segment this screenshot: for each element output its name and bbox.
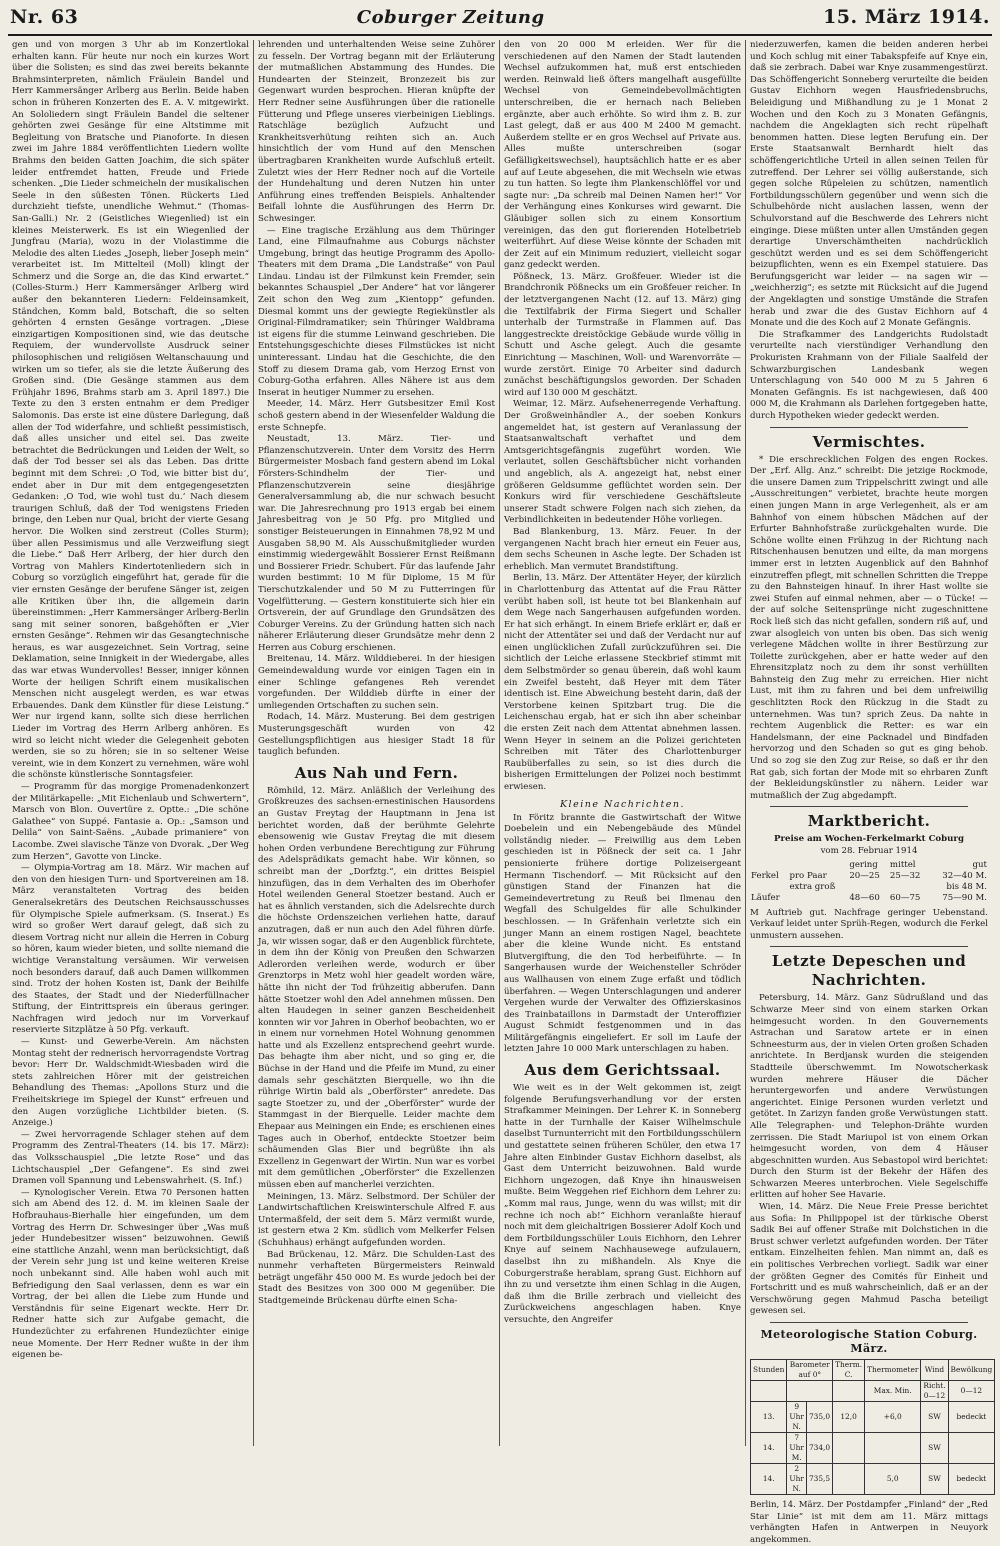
section-heading-meteorologische-station: Meteorologische Station Coburg. März. xyxy=(760,1328,978,1355)
table-cell xyxy=(848,882,889,893)
table-cell xyxy=(750,882,788,893)
table-cell: 5,0 xyxy=(865,1464,921,1495)
table-cell: 75—90 M. xyxy=(942,892,987,903)
divider xyxy=(770,806,968,807)
table-row xyxy=(751,1464,995,1495)
article-paragraph: — Eine tragische Erzählung aus dem Thüringer Land, eine Filmaufnahme aus Coburgs nächster Umgebung, bringt das heutige Programm des Apollo-Theaters mit dem Drama „Die Landstraße“ von Paul Lindau. Lindau ist der Filmkunst kein Fremder, sein bekanntes Schauspiel „Der Andere“ hat vor längerer Zeit schon den Weg zum „Kientopp“ gefunden. Diesmal kommt uns der gewiegte Regiekünstler als Original-Filmdramatiker; sein Thüringer Waldbrama ist eigens für die stumme Leinwand geschrieben. Die Entstehungsgeschichte dieses Filmstückes ist nicht uninteressant. Lindau hat die Geschichte, die den Stoff zu diesem Drama gab, vom Herzog Ernst von Coburg-Gotha erfahren. Alles Nähere ist aus dem Inserat in heutiger Nummer zu ersehen. xyxy=(258,225,495,398)
article-paragraph: — Programm für das morgige Promenadenkonzert der Militärkapelle: „Mit Eichenlaub und Schwertern“, Marsch von Blon. Ouvertüre z. Optte.: „Die schöne Galathee“ von Suppé. Fantasie a. Op.: „Samson und Delila“ von Saint-Saëns. „Aubade primaniere“ von Lacombe. Zwei slavische Tänze von Dvorak. „Der Weg zum Herzen“, Gavotte von Lincke. xyxy=(12,782,249,862)
table-header: Wind xyxy=(921,1360,948,1381)
article-paragraph: * Die erschrecklichen Folgen des engen Rockes. Der „Erf. Allg. Anz.“ schreibt: Die jetzige Rockmode, die unsere Damen zum Trippelschritt zwingt und alle „Ausschreitungen“ verbietet, brachte heute morgen einen jungen Mann in arge Verlegenheit, als er am Bahnhof von einem hübschen Mädchen auf der Erfurter Bahnhofstraße zurückgehalten wurde. Die Schöne wollte einen Frühzug in der Richtung nach Ritschenhausen benutzen und eilte, da man morgens immer erst in letzten Augenblick auf den Bahnhof einzutreffen pflegt, mit schnellen Schritten die Treppe zu den Bahnsteigen hinauf. In ihrer Hast wollte sie zwei Stufen auf einmal nehmen, aber — o Tücke! — der auf solche Seitensprünge nicht zugeschnittene Rock ließ sich das nicht gefallen, sondern riß auf, und zwar alsogleich von unten bis oben. Das sich wenig verlegene Mädchen wollte in ihrer Bestürzung zur Toilette zurückgehen, aber er hatte weder auf den Ehrensitzplatz noch zu dem ihr sonst verhüllten Bahnsteig den Zug mehr zu erreichen. Hier nicht Lust, mit ihm zu fahren und bei dem unfreiwillig geschlitzten Rock den Rückzug in die Stadt zu unternehmen. Was tun? sprich Zeus. Da nahte in rechtem Augenblick die Retter: es war ein Handelsmann, der eine Packnadel und Bindfaden hervorzog und den Schaden so gut es ging behob. Und so zog sie den Zug zur Reise, so daß er ihr den Rat gab, sich fortan der Mode mit so ehrbaren Zunft der Bekleidungskünstler zu nähern. Leider war mutmaßlich der Zug abgedampft. xyxy=(750,454,989,801)
table-cell: Ferkel xyxy=(751,870,779,881)
article-paragraph: lehrenden und unterhaltenden Weise seine Zuhörer zu fesseln. Der Vortrag begann mit der Erläuterung der mutmaßlichen Abstammung des Hundes. Die Hundearten der Steinzeit, Bronzezeit bis zur Gegenwart wurden besprochen. Hieran knüpfte der Herr Redner seine Ausführungen über die rationelle Fütterung und Pflege unseres vierbeinigen Lieblings. Ratschläge bezüglich Aufzucht und Krankheitsverhütung reihten sich an. Auch hinsichtlich der vom Hund auf den Menschen übertragbaren Krankheiten wurde Aufschluß erteilt. Zuletzt wies der Herr Redner noch auf die Vorteile der Hundehaltung und deren Nutzen hin unter Anführung eines treffenden Beispiels. Anhaltender Beifall lohnte die Ausführungen des Herrn Dr. Schwesinger. xyxy=(258,40,495,224)
newspaper-title: Coburger Zeitung xyxy=(356,7,545,28)
column-4 xyxy=(746,40,993,1545)
table-cell xyxy=(751,1381,787,1402)
article-paragraph: Berlin, 13. März. Der Attentäter Heyer, der kürzlich in Charlottenburg das Attentat auf die Frau Rätter verübt haben soll, ist heute tot bei Blankenhain auf dem Wege nach Sangerhausen aufgefunden worden. Er hat sich erhängt. In einem Briefe erklärt er, daß er nicht der Attentäter sei und daß der Verdacht nur auf einen unglücklichen Zufall zurückzuführen sei. Die sichtlich der Leiche erlassene Steckbrief stimmt mit dem Selbstmörder so genau überein, daß wohl kaum ein Zweifel besteht, daß Heyer mit dem Täter identisch ist. Eine Abweichung besteht darin, daß der Verstorbene keinen Spitzbart trug. Die die Leichenschau ergab, hat er sich ihn aber scheinbar die ersten Zeit nach dem Attentat abnehmen lassen. Wenn Heyer in seinem an die Polizei gerichteten Schreiben mit Täter des Charlottenburger Raubüberfalles zu sein, so ist dies durch die bisherigen Ermittelungen der Polizei noch bestimmt erwiesen. xyxy=(504,573,741,792)
article-paragraph: niederzuwerfen, kamen die beiden anderen herbei und Koch schlug mit einer Tabakspfeife auf Knye ein, daß sie zerbrach. Dabei war Knye zusammengestürzt. Das Schöffengericht Sonneberg verurteilte die beiden Gustav Eichhorn wegen Hausfriedensbruchs, Beleidigung und Mißhandlung zu je 1 Monat 2 Wochen und den Koch zu 3 Monaten Gefängnis, nachdem die Angeklagten sich recht rüpelhaft benommen hatten. Diese legten Berufung ein. Der Erste Staatsanwalt Bernhardt hielt das schöffengerichtliche Urteil in allen seinen Teilen für zutreffend. Der Lehrer sei völlig außerstande, sich gegen solche Rüpeleien zu schützen, namentlich Fortbildungsschülern gegenüber und wenn sich die Schulbehörde nicht auslachen lassen, wenn der Schulvorstand auf die Beschwerde des Lehrers nicht einginge. Diese müßten unter allen Umständen gegen derartige Unverschämtheiten nachdrücklich geschützt werden und es sei dem Schöffengericht beizupflichten, wenn es ein Exempel statuiere. Das Berufungsgericht war leider — na sagen wir — „weichherzig“; es setzte mit Rücksicht auf die Jugend der Angeklagten und sonstige Umstände die Strafen herab und zwar die des Gustav Eichhorn auf 4 Monate und die des Koch auf 2 Monate Gefängnis. xyxy=(750,40,988,329)
table-cell: 2 Uhr N. xyxy=(787,1464,807,1495)
table-cell xyxy=(788,893,848,904)
table-cell: SW xyxy=(921,1464,948,1495)
section-heading-gerichtssaal: Aus dem Gerichtssaal. xyxy=(524,1061,721,1080)
article-paragraph: den von 20 000 M erleiden. Wer für die verschiedenen auf den Namen der Stadt lautenden Wechsel aufzukommen hat, muß erst entschieden werden. Reinwald ließ öfters mangelhaft ausgefüllte Wechsel von Gemeindebevollmächtigten unterschreiben, die er hernach nach Belieben ergänzte, aber auch erhöhte. So wird ihm z. B. zur Last gelegt, daß er aus 400 M 2400 M gemacht. Außerdem stellte er en gros Wechsel auf Private aus. Alles mußte unterschreiben (sogar Gefälligkeitswechsel), hauptsächlich hatte er es aber auf auf Leute abgesehen, die mit Wechseln wie etwas zu tun hatten. So legte ihm Plankenschlöffel vor und sagte nur: „Da schreib mal Deinen Namen her!“ Vor der Verhängung eines Konkurses wird gewarnt. Die Gläubiger sollen sich zu einem Konsortium vereinigen, das den gut florierenden Hotelbetrieb weiterführt. Auf diese Weise könnte der Schaden mit der Zeit auf ein Minimum reduziert, vielleicht sogar ganz gedeckt werden. xyxy=(504,40,741,271)
article-paragraph: Breitenau, 14. März. Wilddieberei. In der hiesigen Gemeindewaldung wurde vor einigen Tagen ein in einer Schlinge gefangenes Reh verendet vorgefunden. Der Wilddieb dürfte in einer der umliegenden Ortschaften zu suchen sein. xyxy=(258,654,495,711)
table-cell: SW xyxy=(921,1402,948,1433)
section-heading-marktbericht: Marktbericht. xyxy=(807,812,931,831)
table-header: Stunden xyxy=(751,1360,787,1381)
article-paragraph: Petersburg, 14. März. Ganz Südrußland und das Schwarze Meer sind von einem starken Orkan heimgesucht worden. In den Gouvernements Astrachan und Saratow artete er in einen Schneesturm aus, der in vielen Orten großen Schaden anrichtete. In Berdjansk wurden die steigenden Stadtteile überschwemmt. Im Nowotscherkask wurden mehrere Häuser die Dächer heruntergeworfen und andere Verwüstungen angerichtet. Einige Personen wurden verletzt und getötet. In Zarizyn fanden große Verwüstungen statt. Alle Telegraphen- und Telephon-Drähte wurden zerrissen. Die Stadt Mariupol ist von einem Orkan heimgesucht worden, von dem 4 Häuser abgeschnitten wurden. Aus Sebastopol wird berichtet: Durch den Sturm ist der Bekehr der Häfen des Schwarzen Meeres unterbrochen. Viele Segelschiffe erlitten auf hoher See Havarie. xyxy=(750,993,988,1201)
table-cell xyxy=(833,1433,865,1464)
table-cell: bis 48 M. xyxy=(946,881,987,892)
section-heading-vermischtes: Vermischtes. xyxy=(812,432,926,451)
columns xyxy=(8,40,993,1545)
table-header: mittel xyxy=(889,859,916,870)
article-paragraph: Rodach, 14. März. Musterung. Bei dem gestrigen Musterungsgeschäft wurden von 42 Gestellungspflichtigen aus hiesiger Stadt 18 für tauglich befunden. xyxy=(258,712,495,758)
table-cell: Läufer xyxy=(751,892,780,903)
weather-table xyxy=(750,1359,995,1495)
article-paragraph: — Olympia-Vortrag am 18. März. Wir machen auf den von den hiesigen Turn- und Sportvereinen am 18. März veranstalteten Vortrag des beiden Generalsekretärs des Deutschen Reichsausschusses für Olympische Spiele aufmerksam. (S. Inserat.) Es wird so großer Wert darauf gelegt, daß sich zu diesem Vortrag nicht nur allein die Herren in Coburg so hören, kaum wieder bieten, und sollte niemand die wichtige Veranstaltung versäumen. Wir verweisen noch besonders darauf, daß auch Damen willkommen sind. Trotz der hohen Kosten ist, Dank der Beihilfe des Staates, der Stadt und der Niederfüllnacher Stiftung, der Eintrittspreis ein überaus geringer. Nachfragen wird jedoch nur im Vorverkauf reservierte Sitzplätze à 50 Pfg. verkauft. xyxy=(12,863,249,1036)
article-paragraph: — Kynologischer Verein. Etwa 70 Personen hatten sich am Abend des 12. d. M. im kleinen Saale der Hofbrauhaus-Bierhalle hier eingefunden, um dem Vortrag des Herrn Dr. Schwesinger über „Was muß jeder Hundebesitzer wissen“ beizuwohnen. Gewiß eine stattliche Anzahl, wenn man berücksichtigt, daß der Verein sehr jung ist und keine weiteren Kreise noch unbekannt sind. Alle haben wohl auch mit Befriedigung den Saal verlassen, denn es war ein Vortrag, der bei allen die Liebe zum Hunde und Verständnis für seine Eigenart weckte. Herr Dr. Redner hatte sich zur Aufgabe gemacht, die Hundezüchter zu erfahrenen Hundezüchter einige neue Momente. Der Herr Redner wußte in der ihm eigenen be- xyxy=(12,1187,249,1361)
table-header: gut xyxy=(972,859,987,870)
table-cell: 20—25 xyxy=(849,870,880,881)
article-paragraph: — Kunst- und Gewerbe-Verein. Am nächsten Montag steht der rednerisch hervorragendste Vortrag bevor: Herr Dr. Waldschmidt-Wiesbaden wird die stets zahlreichen Hörer mit der geistreichen Behandlung des Themas: „Apollons Sturz und die Freiheitskriege im Spiegel der Kunst“ erfreuen und den Augen vorzügliche Lichtbilder bieten. (S. Anzeige.) xyxy=(12,1037,249,1129)
table-header: gering xyxy=(849,859,878,870)
table-cell: extra groß xyxy=(789,881,836,892)
table-cell: pro Paar xyxy=(789,870,827,881)
table-cell: 60—75 xyxy=(889,892,921,903)
table-cell: SW xyxy=(921,1433,948,1464)
table-cell: 14. xyxy=(751,1464,787,1495)
column-3 xyxy=(500,40,746,1446)
table-header: Barometer auf 0° xyxy=(787,1360,833,1381)
table-cell: bedeckt xyxy=(948,1464,995,1495)
table-header: Thermometer xyxy=(865,1360,921,1381)
table-cell: 25—32 xyxy=(889,870,921,881)
table-cell: bedeckt xyxy=(948,1402,995,1433)
article-paragraph: Berlin, 14. März. Der Postdampfer „Finland“ der „Red Star Linie“ ist mit dem am 11. März mittags verhängten Hafen in Antwerpen in Neuyork angekommen. xyxy=(750,1500,988,1545)
article-paragraph: Bad Brückenau, 12. März. Die Schulden-Last des nunmehr verhafteten Bürgermeisters Reinwald beträgt ungefähr 450 000 M. Es wurde jedoch bei der Stadt des Besitzes von 300 000 M gegenüber. Die Stadtgemeinde Brückenau dürfte einen Scha- xyxy=(258,1249,495,1306)
table-row xyxy=(750,860,988,871)
table-cell xyxy=(889,882,930,893)
table-cell xyxy=(865,1433,921,1464)
masthead xyxy=(8,6,992,36)
article-paragraph: gen und von morgen 3 Uhr ab im Konzertlokal erhalten kann. Für heute nur noch ein kurzes Wort über die Solisten; es sind das zwei bereits bekannte Brahmsinterpreten, nämlich Fräulein Bandel und Herr Kammersänger Arlberg aus Berlin. Beide haben schon in früheren Konzerten des E. A. V. mitgewirkt. An Sololiedern singt Fräulein Bandel die seltener gehörten zwei Gesänge für eine Altstimme mit Begleitung von Bratsche und Pianoforte. In diesen zwei im Jahre 1884 veröffentlichten Liedern wollte Brahms den beiden Gatten Joachim, die sich später leider entfremdet hatten, Freude und Friede schenken. „Die Lieder schmeicheln der musikalischen Seele in den süßesten Tönen. Rückerts Lied durchzieht tiefste, unendliche Wehmut.“ (Thomas-San-Galli.) Nr. 2 (Geistliches Wiegenlied) ist ein kleines Meisterwerk. Es ist ein Wiegenlied der Jungfrau (Maria), wozu in der Violastimme die Melodie des alten Liedes „Joseph, lieber Joseph mein“ verarbeitet ist. Im Mittelteil (Moll) klingt der Schmerz und die Sorge an, die das Kind erwartet.“ (Colles-Sturm.) Herr Kammersänger Arlberg wird außer den bekannteren Liedern: Feldeinsamkeit, Ständchen, Komm bald, Botschaft, die so selten gehörten 4 ernsten Gesänge vortragen. „Diese einzigartigen Kompositionen sind, wie das deutsche Requiem, der wundervollste Ausdruck seiner philosophischen und religiösen Weltanschauung und wirken um so tiefer, als sie die letzte Äußerung des Großen sind. (Die Gesänge stammen aus dem Frühjahr 1896, Brahms starb am 3. April 1897.) Die Texte zu den 3 ersten entnahm er dem Prediger Salomonis. Das erste ist eine düstere Darlegung, daß allen der Tod widerfahre, und schließt pessimistisch, daß alles unsicher und eitel sei. Das zweite betrachtet die Bedrückungen und Leiden der Welt, so daß der Tod besser sei als das Leben. Das dritte beginnt mit dem Schrei: ‚O Tod, wie bitter bist du‘, endet aber in Dur mit dem entgegengesetzten Gedanken: ‚O Tod, wie wohl tust du.‘ Nach diesem traurigen Schluß, daß der Tod wenigstens Frieden bringe, den Leben nur Qual, bricht der vierte Gesang hervor. Die Wolken sind zerstreut (Colles Sturm); über allen Pessimismus und alle Verzweiflung siegt die Liebe.“ Daß Herr Arlberg, der hier durch den Vortrag von Mahlers Kindertotenliedern sich in Coburg so vorzüglich eingeführt hat, gerade für die vier ernsten Gesänge der berufene Sänger ist, zeigen alle Kritiken über ihn, die allgemein darin übereinstimmen: „Herr Kammersänger Arlberg-Berlin sang mit seiner sonoren, baßgehöften er „Vier ernsten Gesänge“. Rehmen wir das Gesangtechnische heraus, es war ausgezeichnet. Sein Vortrag, seine Deklamation, seine Innigkeit in der Wiedergabe, alles das war etwas Wundervolles! Besser, inniger können Worte der heiligen Schrift einem musikalischen Menschen nicht ausgelegt werden, es war etwas Erbauendes. Dank dem Künstler für diese Leistung.“ Wer nur irgend kann, sollte sich diese herrlichen Lieder im Vortrag des Herrn Arlberg anhören. Es wird so leicht nicht wieder die Gelegenheit geboten werden, sie so zu hören; sie in so seltener Weise vereint, wie in dem Konzert zu vernehmen, wäre wohl die schönste künstlerische Sonntagsfeier. xyxy=(12,40,249,781)
table-row xyxy=(751,1381,995,1402)
table-cell: 735,5 xyxy=(806,1464,832,1495)
table-row xyxy=(750,893,988,904)
table-cell xyxy=(948,1433,995,1464)
table-row xyxy=(750,882,988,893)
article-paragraph: Neustadt, 13. März. Tier- und Pflanzenschutzverein. Unter dem Vorsitz des Herrn Bürgermeister Mosbach fand gestern abend im Lokal Försters-Schindhelm der Tier- und Pflanzenschutzverein seine diesjährige Generalversammlung ab, die nur schwach besucht war. Die Jahresrechnung pro 1913 ergab bei einem Jahresbeitrag von je 50 Pfg. pro Mitglied und sonstiger Beisteuerungen in Einnahmen 78,92 M und Ausgaben 58,90 M. Als Ausschußmitglieder wurden einstimmig wiedergewählt Bossierer Ernst Reißmann und Bossierer Friedr. Schubert. Für das laufende Jahr wurden bestimmt: 10 M für Diplome, 15 M für Tierschutzkalender und 50 M zu Futterringen für Vogelfütterung. — Gestern konstituierte sich hier ein Ortsverein, der auf Grundlage den Grundsätzen des Coburger Vereins. Zu der Gründung hatten sich nach näherer Erläuterung dieser Grundsätze mehr denn 2 Herren aus Coburg erschienen. xyxy=(258,434,495,653)
article-paragraph: Wie weit es in der Welt gekommen ist, zeigt folgende Berufungsverhandlung vor der ersten Strafkammer Meiningen. Der Lehrer K. in Sonneberg hatte in der Turnhalle der Kaiser Wilhelmschule daselbst Turnunterricht mit den Fortbildungsschülern und gestattete seinen früheren Schüler, den etwa 17 Jahre alten Einbinder Gustav Eichhorn daselbst, als Gast dem Unterricht beizuwohnen. Bald wurde Eichhorn ungezogen, daß Knye ihn hinausweisen mußte. Beim Weggehen rief Eichhorn dem Lehrer zu: „Komm mal raus, Junge, wenn du was willst; mit dir rechne ich noch ab!“ Eichhorn veranlaßte hierauf noch mit dem gleichaltrigen Bossierer Adolf Koch und dem Fortbildungsschüler Louis Eichhorn, den Lehrer Knye auf seinem Nachhausewege aufzulauern, daselbst ihn zu mißhandeln. Als Knye die Coburgerstraße herablam, sprang Gust. Eichhorn auf ihn zu und versetzte ihm einen Schlag in die Augen, daß ihm die Brille zerbrach und vielleicht des Zurückweichens angeschlagen haben. Knye versuchte, den Angreifer xyxy=(504,1083,741,1325)
subheading-kleine-nachrichten: Kleine Nachrichten. xyxy=(559,798,686,810)
table-cell: 9 Uhr N. xyxy=(787,1402,807,1433)
table-header: Bewölkung xyxy=(948,1360,995,1381)
article-paragraph: — Zwei hervorragende Schlager stehen auf dem Programm des Zentral-Theaters (14. bis 17. März): das Volksschauspiel „Die letzte Rose“ und das Lichtschauspiel „Der Gefangene“. Es sind zwei Dramen voll Spannung und Lebenswahrheit. (S. Inf.) xyxy=(12,1129,249,1187)
table-row xyxy=(750,871,988,882)
table-cell: +6,0 xyxy=(865,1402,921,1433)
table-header: Therm. C. xyxy=(833,1360,865,1381)
table-cell: Richt. 0—12 xyxy=(921,1381,948,1402)
market-date: vom 28. Februar 1914 xyxy=(820,846,918,856)
table-row xyxy=(751,1402,995,1433)
divider xyxy=(770,1322,968,1323)
article-paragraph: Meiningen, 13. März. Selbstmord. Der Schüler der Landwirtschaftlichen Kreiswinterschule Alfred F. aus Untermaßfeld, der seit dem 5. März vermißt wurde, ist gestern etwa 2 Km. südlich vom Melkerfer Felsen (Schuhhaus) erhängt aufgefunden worden. xyxy=(258,1191,495,1248)
article-paragraph: Die Strafkammer des Landgerichts Rudolstadt verurteilte nach vierstündiger Verhandlung den Prokuristen Krahmann von der Filiale Saalfeld der Schwarzburgischen Landesbank wegen Unterschlagung von 540 000 M zu 5 Jahren 6 Monaten Gefängnis. Es ist nachgewiesen, daß 400 000 M, die Krahmann als Darlehen fortgegeben hatte, durch Hypotheken wieder gedeckt werden. xyxy=(750,329,988,421)
table-row xyxy=(751,1360,995,1381)
article-paragraph: Römhild, 12. März. Anläßlich der Verleihung des Großkreuzes des sachsen-ernestinischen Hausordens an Gustav Freytag der Hauptmann in Jena ist berichtet worden, daß der berühmte Gelehrte ebensowenig wie Gustav Freytag die mit diesem hohen Orden verbundene Berechtigung zur Führung des Adelsprädikats gemacht habe. Wir können, so schreibt man der „Dorfztg.“, ein drittes Beispiel hinzufügen, das in dem Verhalten des im Oberhofer Hotel weilenden General Stoetzer bestand. Auch er hat es ähnlich verstanden, sich die Adelsrechte durch die höchste Ordenszeichen verliehen hatte, darauf anzutragen, daß er nun auch den Adel führen dürfe. Ja, wir wissen sogar, daß er den Augenblick fürchtete, in dem ihn der König von Preußen den Schwarzen Adlerorden verleihen werde, wodurch er über Grenztorps in Metz wohl hier geadelt worden wäre, hätte ihn nicht der Tod frühzeitig abberufen. Dann hätte Stoetzer wohl den Adel annehmen müssen. Den alten Haudegen in seiner ganzen Bescheidenheit konnten wir vor Jahren in Oberhof beobachten, wo er in einem nur vornehmen Hotel Wohnung genommen hatte und als Exzellenz entsprechend geehrt wurde. Das behagte ihm aber nicht, und so ging er, die Büchse in der Hand und die Pfeife im Mund, zu einer damals sehr geschätzten Bierquelle, wo ihn die rührige Wirtin bald als „Oberförster“ anredete. Das sagte Stoetzer zu, und der „Oberförster“ wurde der Stammgast in der Bierquelle. Leider machte dem Ehepaar aus Meiningen ein Ende; es erschienen eines Tages auch in Oberhof, entdeckte Stoetzer beim schäumenden Glas Bier und begrüßte ihn als Exzellenz in Gegenwart der Wirtin. Nun war es vorbei mit dem gemütlichen „Oberförster“ die Exzellenzen müssen eben auf mancherlei verzichten. xyxy=(258,785,495,1190)
article-paragraph: Pößneck, 13. März. Großfeuer. Wieder ist die Brandchronik Pößnecks um ein Großfeuer reicher. In der letztvergangenen Nacht (12. auf 13. März) ging die Textilfabrik der Firma Siegert und Schaller unterhalb der Turmstraße in Flammen auf. Das langgestreckte dreistöckige Gebäude wurde völlig in Schutt und Asche gelegt. Auch die gesamte Einrichtung — Maschinen, Woll- und Warenvorräte — wurde zerstört. Einige 70 Arbeiter sind dadurch zunächst beschäftigungslos geworden. Der Schaden wird auf 130 000 M geschätzt. xyxy=(504,271,741,398)
column-1 xyxy=(8,40,254,1446)
market-notes: M Auftrieb gut. Nachfrage geringer Uebenstand. Verkauf leidet unter Sprüh-Regen, wodurch die Ferkel unmustern aussehen. xyxy=(750,907,988,941)
column-2 xyxy=(254,40,500,1446)
issue-date: 15. März 1914. xyxy=(823,6,990,28)
market-price-table xyxy=(750,860,988,904)
issue-number: Nr. 63 xyxy=(10,6,79,28)
article-paragraph: Bad Blankenburg, 13. März. Feuer. In der vergangenen Nacht brach hier erneut ein Feuer aus, dem sechs Scheunen in Asche legte. Der Schaden ist erheblich. Man vermutet Brandstiftung. xyxy=(504,526,741,572)
table-cell xyxy=(833,1381,865,1402)
table-cell: Max. Min. xyxy=(865,1381,921,1402)
divider xyxy=(770,427,968,428)
table-cell: 735,0 xyxy=(806,1402,832,1433)
article-paragraph: Meeder, 14. März. Herr Gutsbesitzer Emil Kost schoß gestern abend in der Wiesenfelder Waldung die erste Schnepfe. xyxy=(258,399,495,433)
table-cell: 7 Uhr M. xyxy=(787,1433,807,1464)
table-cell: 14. xyxy=(751,1433,787,1464)
table-cell: 32—40 M. xyxy=(942,870,987,881)
table-cell: 12,0 xyxy=(833,1402,865,1433)
table-cell: 48—60 xyxy=(849,892,880,903)
table-cell: 13. xyxy=(751,1402,787,1433)
table-cell: 0—12 xyxy=(948,1381,995,1402)
section-heading-letzte-depeschen: Letzte Depeschen und Nachrichten. xyxy=(771,952,967,990)
divider xyxy=(770,946,968,947)
table-row xyxy=(751,1433,995,1464)
table-cell xyxy=(787,1381,833,1402)
article-paragraph: In Föritz brannte die Gastwirtschaft der Witwe Doebelein und ein Nebengebäude des Mündel vollständig nieder. — Freiwillig aus dem Leben geschieden ist in Pößneck der seit ca. 1 Jahr pensionierte frühere dortige Polizeisergeant Hermann Tischendorf. — Mit Rücksicht auf den günstigen Stand der Finanzen hat die Gemeindevertretung zu Reuß bei Ilmenau den Wegfall des Schulgeldes für alle Schulkinder beschlossen. — In Gräfenhain verletzte sich ein junger Mann an einem rostigen Nagel, beachtete aber die kleine Wunde nicht. Es entstand Blutvergiftung, die den Tod herbeiführte. — In Sangerhausen wurde der Weichensteller Schröder aus Wallhausen von einem Zuge erfaßt und tödlich überfahren. — Wegen Unterschlagungen und anderer Vergehen wurde der Verwalter des Offizierskasinos des Trainbataillons in Darmstadt der Unteroffizier August Schmidt festgenommen und in das Militärgefängnis eingeliefert. Er soll im Laufe der letzten Jahre 10 000 Mark unterschlagen zu haben. xyxy=(504,812,741,1055)
article-paragraph: Weimar, 12. März. Aufsehenerregende Verhaftung. Der Großweinhändler A., der soeben Konkurs angemeldet hat, ist gestern auf Veranlassung der Staatsanwaltschaft verhaftet und dem Amtsgerichtsgefängnis zugeführt worden. Wie verlautet, sollen Geschäftsbücher nicht vorhanden und angeblich, als A. angezeigt hat, nebst einer größeren Geldsumme geflüchtet worden sein. Der Konkurs wird für verschiedene Geschäftsleute unserer Stadt schwere Folgen nach sich ziehen, da Verbindlichkeiten in bedeutender Höhe vorliegen. xyxy=(504,399,741,526)
article-paragraph: Wien, 14. März. Die Neue Freie Presse berichtet aus Sofia: In Philippopel ist der türkische Oberst Sadik Bei auf offener Straße mit Dolchstichen in die Brust schwer verletzt aufgefunden worden. Der Täter entkam. Einzelheiten fehlen. Man nimmt an, daß es ein politisches Verbrechen vorliegt. Sadik war einer der größten Gegner des Comités für Einheit und Fortschritt und es muß wahrscheinlich, daß er an der Verschwörung gegen Mahmud Pascha beteiligt gewesen sei. xyxy=(750,1202,988,1317)
section-heading-aus-nah-und-fern: Aus Nah und Fern. xyxy=(294,763,459,782)
table-cell: 734,0 xyxy=(806,1433,832,1464)
table-cell xyxy=(833,1464,865,1495)
market-title: Preise am Wochen-Ferkelmarkt Coburg xyxy=(774,834,964,845)
